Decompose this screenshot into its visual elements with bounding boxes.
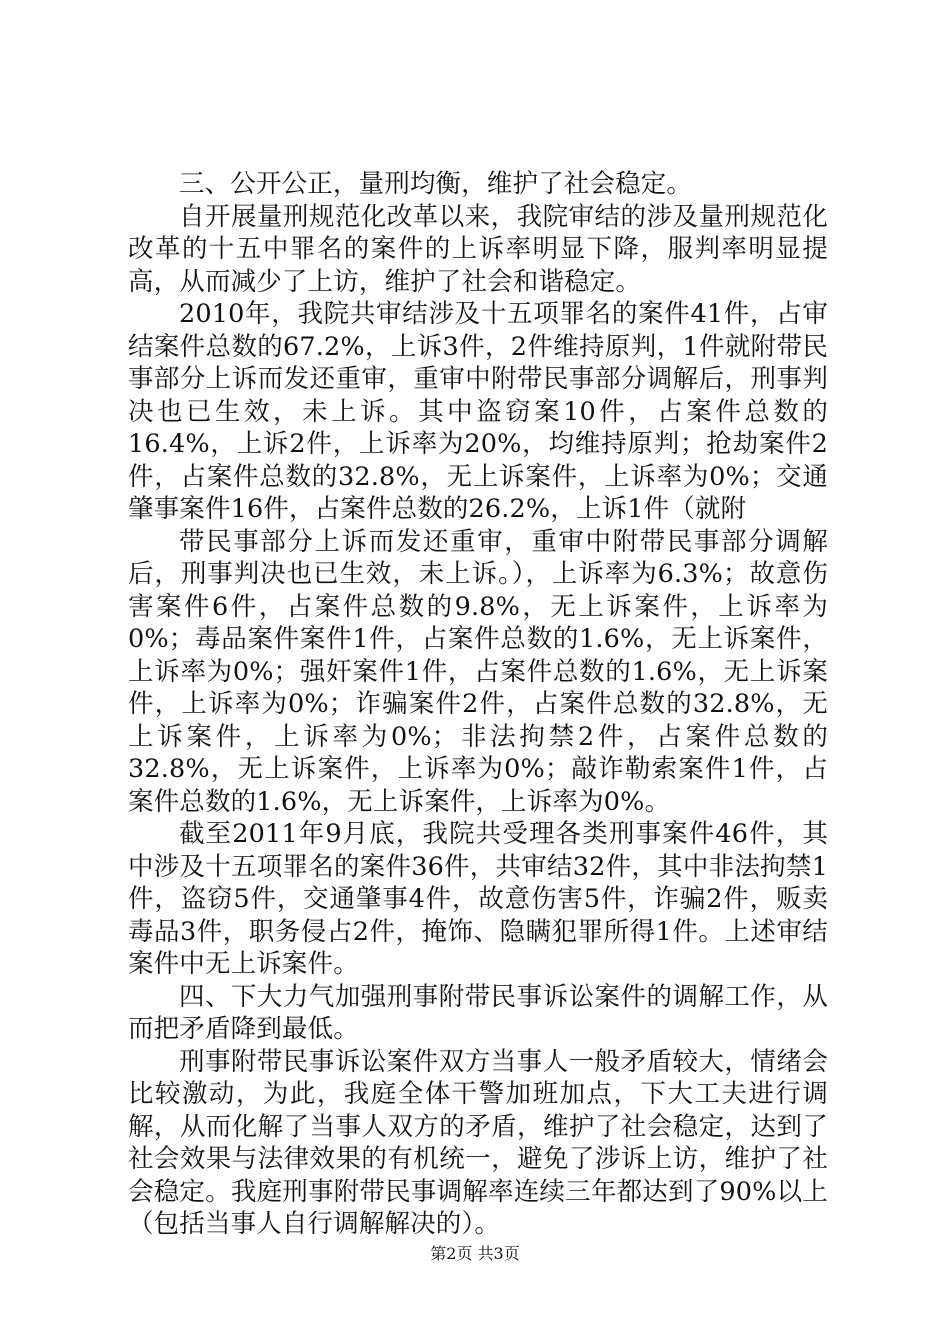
paragraph: 自开展量刑规范化改革以来，我院审结的涉及量刑规范化改革的十五中罪名的案件的上诉率明显下降，服判率明显提高，从而减少了上访，维护了社会和谐稳定。 — [128, 201, 828, 297]
section-heading-three: 三、公开公正，量刑均衡，维护了社会稳定。 — [179, 169, 693, 199]
paragraph: 2010年，我院共审结涉及十五项罪名的案件41件，占审结案件总数的67.2%，上诉3件，2件维持原判，1件就附带民事部分上诉而发还重审，重审中附带民事部分调解后，刑事判决也已生效，未上诉。其中盗窃案10件，占案件总数的16.4%，上诉2件，上诉率为20%，均维持原判；抢劫案件2件，占案件总数的32.8%，无上诉案件，上诉率为0%；交通肇事案件16件，占案件总数的26.2%，上诉1件（就附 — [128, 299, 828, 524]
section-heading-four: 四、下大力气加强刑事附带民事诉讼案件的调解工作，从而把矛盾降到最低。 — [128, 981, 828, 1044]
paragraph: 带民事部分上诉而发还重审，重审中附带民事部分调解后，刑事判决也已生效，未上诉。），上诉率为6.3%；故意伤害案件6件，占案件总数的9.8%，无上诉案件，上诉率为0%；毒品案件案件1件，占案件总数的1.6%，无上诉案件，上诉率为0%；强奸案件1件，占案件总数的1.6%，无上诉案件，上诉率为0%；诈骗案件2件，占案件总数的32.8%，无上诉案件，上诉率为0%；非法拘禁2件，占案件总数的32.8%，无上诉案件，上诉率为0%；敲诈勒索案件1件，占案件总数的1.6%，无上诉案件，上诉率为0%。 — [128, 526, 828, 817]
document-body — [128, 168, 828, 1241]
paragraph: 刑事附带民事诉讼案件双方当事人一般矛盾较大，情绪会比较激动，为此，我庭全体干警加班加点，下大工夫进行调解，从而化解了当事人双方的矛盾，维护了社会稳定，达到了社会效果与法律效果的有机统一，避免了涉诉上访，维护了社会稳定。我庭刑事附带民事调解率连续三年都达到了90%以上（包括当事人自行调解解决的）。 — [128, 1046, 828, 1239]
paragraph: 截至2011年9月底，我院共受理各类刑事案件46件，其中涉及十五项罪名的案件36件，共审结32件，其中非法拘禁1件，盗窃5件，交通肇事4件，故意伤害5件，诈骗2件，贩卖毒品3件，职务侵占2件，掩饰、隐瞒犯罪所得1件。上述审结案件中无上诉案件。 — [128, 819, 828, 979]
page-footer: 第2页 共3页 — [430, 1244, 520, 1263]
